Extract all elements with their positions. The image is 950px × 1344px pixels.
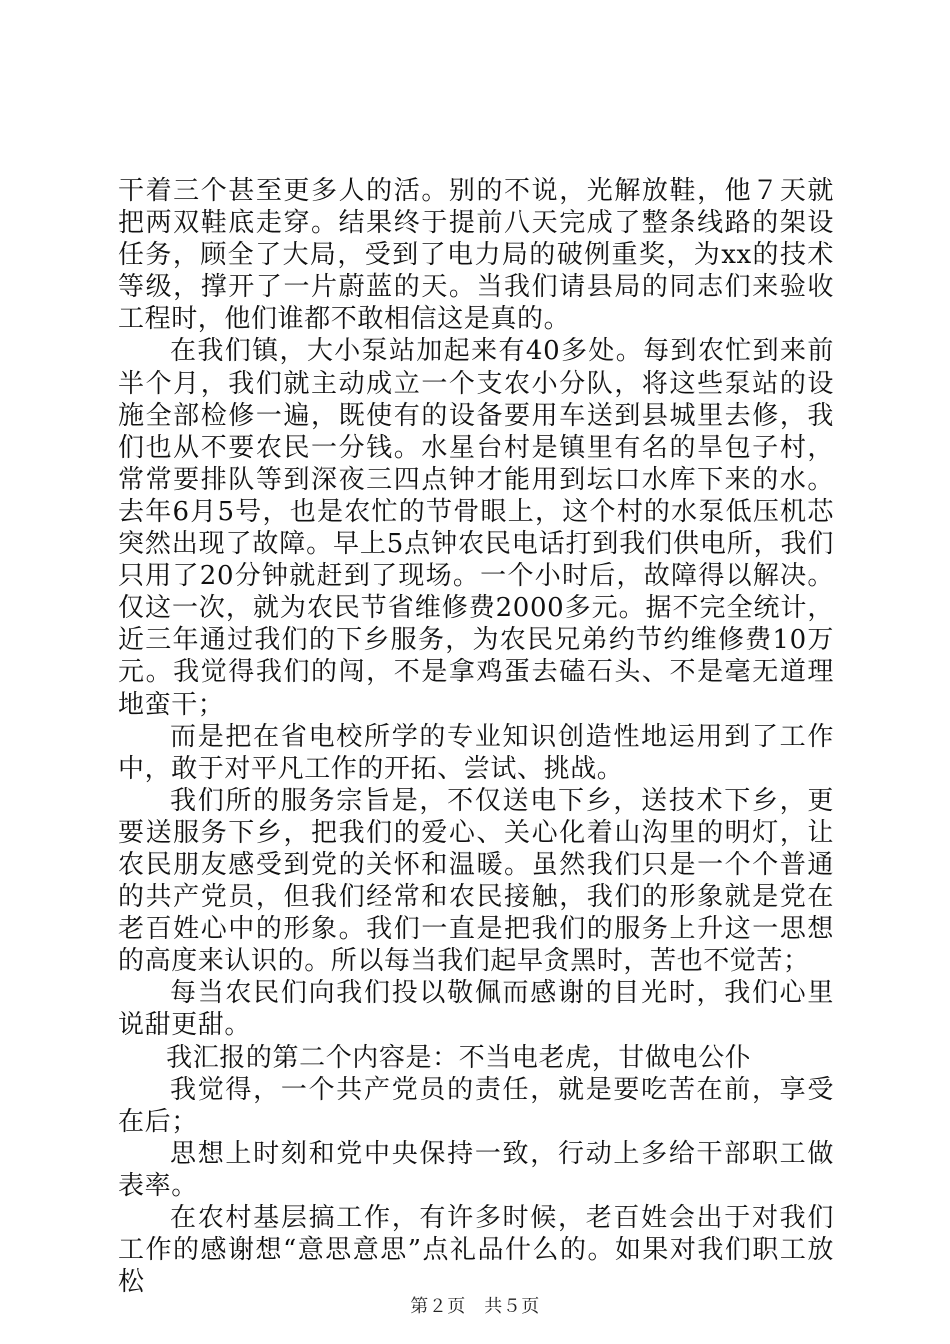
page-number-footer: 第２页 共５页 (410, 1296, 540, 1317)
paragraph-3: 而是把在省电校所学的专业知识创造性地运用到了工作中，敢于对平凡工作的开拓、尝试、挑战。 (118, 721, 834, 784)
paragraph-2: 在我们镇，大小泵站加起来有40多处。每到农忙到来前半个月，我们就主动成立一个支农小分队，将这些泵站的设施全部检修一遍，既使有的设备要用车送到县城里去修，我们也从不要农民一分钱。水星台村是镇里有名的旱包子村，常常要排队等到深夜三四点钟才能用到坛口水库下来的水。去年6月5号，也是农忙的节骨眼上，这个村的水泵低压机芯突然出现了故障。早上5点钟农民电话打到我们供电所，我们只用了20分钟就赶到了现场。一个小时后，故障得以解决。仅这一次，就为农民节省维修费2000多元。据不完全统计，近三年通过我们的下乡服务，为农民兄弟约节约维修费10万元。我觉得我们的闯，不是拿鸡蛋去磕石头、不是毫无道理地蛮干； (118, 336, 834, 720)
paragraph-1: 干着三个甚至更多人的活。别的不说，光解放鞋，他７天就把两双鞋底走穿。结果终于提前八天完成了整条线路的架设任务，顾全了大局，受到了电力局的破例重奖，为xx的技术等级，撑开了一片蔚蓝的天。当我们请县局的同志们来验收工程时，他们谁都不敢相信这是真的。 (118, 176, 834, 335)
paragraph-5: 每当农民们向我们投以敬佩而感谢的目光时，我们心里说甜更甜。 (118, 978, 834, 1041)
paragraph-6: 我觉得，一个共产党员的责任，就是要吃苦在前，享受在后； (118, 1074, 834, 1137)
paragraph-8: 在农村基层搞工作，有许多时候，老百姓会出于对我们工作的感谢想“意思意思”点礼品什么的。如果对我们职工放松 (118, 1203, 834, 1298)
document-body (118, 175, 834, 1298)
paragraph-7: 思想上时刻和党中央保持一致，行动上多给干部职工做表率。 (118, 1138, 834, 1201)
paragraph-4: 我们所的服务宗旨是，不仅送电下乡，送技术下乡，更要送服务下乡，把我们的爱心、关心化着山沟里的明灯，让农民朋友感受到党的关怀和温暖。虽然我们只是一个个普通的共产党员，但我们经常和农民接触，我们的形象就是党在老百姓心中的形象。我们一直是把我们的服务上升这一思想的高度来认识的。所以每当我们起早贪黑时，苦也不觉苦； (118, 785, 834, 977)
section-heading-2: 我汇报的第二个内容是：不当电老虎，甘做电公仆 (166, 1042, 752, 1073)
